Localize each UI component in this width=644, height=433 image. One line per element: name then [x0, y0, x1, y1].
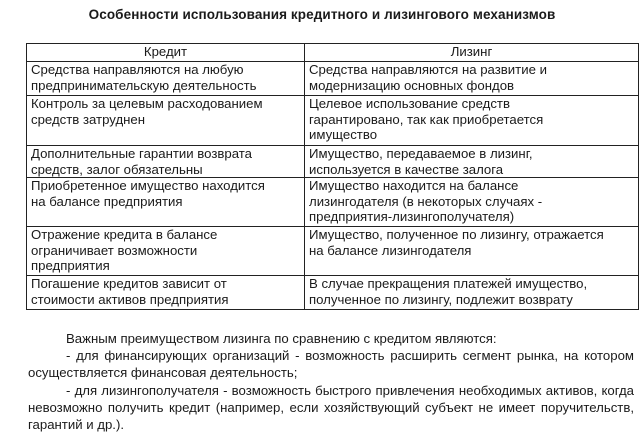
credit-cell [27, 178, 305, 227]
credit-cell [27, 227, 305, 276]
leasing-cell [305, 62, 639, 96]
table-row [27, 96, 639, 146]
credit-cell [27, 146, 305, 178]
advantages-intro: Важным преимуществом лизинга по сравнению с кредитом являются: [66, 331, 497, 346]
leasing-cell [305, 227, 639, 276]
credit-cell [27, 276, 305, 310]
advantage-point-financing: - для финансирующих организаций - возможность расширить сегмент рынка, на котором осуществляется финансовая деятельность; [28, 348, 634, 381]
leasing-cell [305, 146, 639, 178]
advantage-point-lessee: - для лизингополучателя - возможность быстрого привлечения необходимых активов, когда невозможно получить кредит (например, если хозяйствующий субъект не имеет поручительств, гарантий и др.). [28, 382, 634, 433]
credit-cell [27, 62, 305, 96]
credit-cell-text: Контроль за целевым расходованием средств затруднен [31, 96, 263, 127]
leasing-cell [305, 96, 639, 146]
leasing-cell-text: Имущество, полученное по лизингу, отражается на балансе лизингодателя [309, 227, 604, 258]
credit-cell-text: Погашение кредитов зависит от стоимости активов предприятия [31, 276, 229, 307]
leasing-cell-text: Целевое использование средств гарантировано, так как приобретается имущество [309, 96, 544, 142]
leasing-cell-text: Имущество находится на балансе лизингодателя (в некоторых случаях - предприятия-лизингополучателя) [309, 178, 543, 224]
table-row [27, 227, 639, 276]
column-header-leasing: Лизинг [305, 44, 639, 62]
credit-cell-text: Дополнительные гарантии возврата средств, залог обязательны [31, 146, 252, 177]
leasing-cell [305, 178, 639, 227]
table-row [27, 62, 639, 96]
column-header-credit: Кредит [27, 44, 305, 62]
credit-cell-text: Отражение кредита в балансе ограничивает возможности предприятия [31, 227, 218, 273]
table-header-row [27, 44, 639, 62]
credit-cell [27, 96, 305, 146]
advantages-paragraph [28, 330, 634, 433]
table-row [27, 146, 639, 178]
document-title: Особенности использования кредитного и лизингового механизмов [88, 7, 556, 22]
leasing-cell-text: Имущество, передаваемое в лизинг, используется в качестве залога [309, 146, 533, 177]
comparison-table [26, 43, 639, 310]
leasing-cell-text: Средства направляются на развитие и модернизацию основных фондов [309, 62, 547, 93]
leasing-cell [305, 276, 639, 310]
credit-cell-text: Приобретенное имущество находится на балансе предприятия [31, 178, 265, 209]
leasing-cell-text: В случае прекращения платежей имущество, полученное по лизингу, подлежит возврату [309, 276, 588, 307]
credit-cell-text: Средства направляются на любую предпринимательскую деятельность [31, 62, 257, 93]
table-row [27, 178, 639, 227]
table-row [27, 276, 639, 310]
